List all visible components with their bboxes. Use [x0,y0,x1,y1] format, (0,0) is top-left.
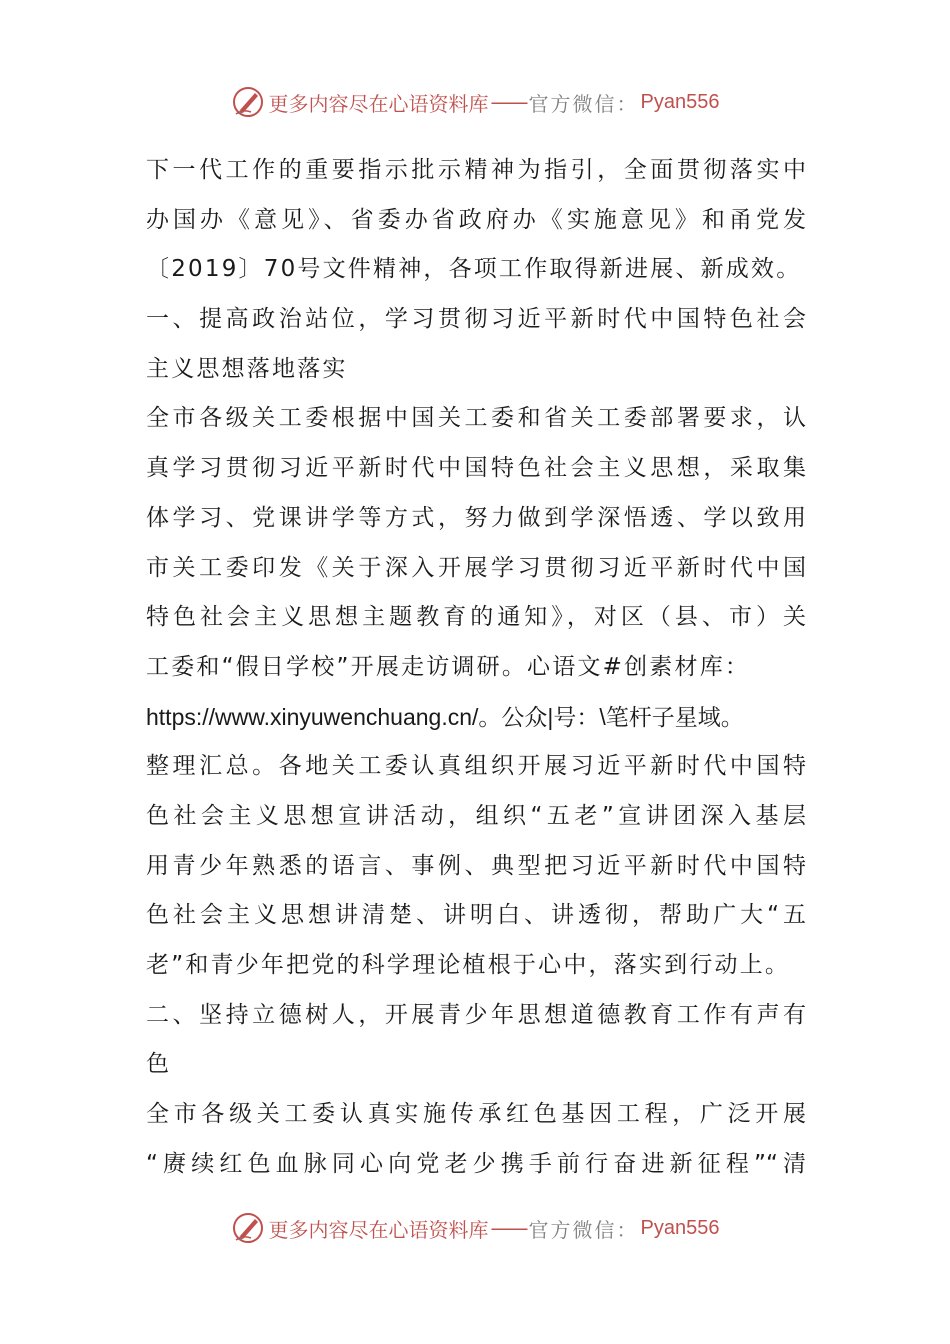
banner-wechat-id: Pyan556 [640,90,720,113]
section-heading: 一、提高政治站位，学习贯彻习近平新时代中国特色社会 [146,306,806,333]
body-line-url: https://www.xinyuwenchuang.cn/。公众|号：\笔杆子星域。 [146,703,744,730]
banner-brand-text: 更多内容尽在心语资料库 [268,1217,489,1242]
body-line: 工委和“假日学校”开展走访调研。心语文#创素材库： [146,653,751,680]
banner-official-label: 官方微信： [528,91,639,116]
body-line: 全市各级关工委认真实施传承红色基因工程，广泛开展 [146,1101,806,1128]
body-line: 体学习、党课讲学等方式，努力做到学深悟透、学以致用 [146,504,806,531]
section-heading: 主义思想落地落实 [146,355,348,382]
pen-logo-icon [231,85,265,119]
body-line: 老”和青少年把党的科学理论植根于心中，落实到行动上。 [146,952,791,978]
body-line: 全市各级关工委根据中国关工委和省关工委部署要求，认 [146,405,806,432]
document-body [146,146,806,1189]
body-line: 下一代工作的重要指示批示精神为指引，全面贯彻落实中 [146,157,806,183]
header-watermark-banner [0,82,950,122]
banner-brand-text: 更多内容尽在心语资料库 [268,91,489,116]
body-line: 真学习贯彻习近平新时代中国特色社会主义思想，采取集 [146,455,806,482]
body-line: 办国办《意见》、省委办省政府办《实施意见》和甬党发 [146,206,806,233]
body-line: 市关工委印发《关于深入开展学习贯彻习近平新时代中国 [146,554,806,581]
section-heading: 色 [146,1051,172,1078]
banner-wechat-id: Pyan556 [640,1216,720,1239]
pen-logo-icon [231,1211,265,1245]
body-line: 用青少年熟悉的语言、事例、典型把习近平新时代中国特 [146,852,806,879]
body-line: 〔2019〕70号文件精神，各项工作取得新进展、新成效。 [146,256,802,283]
footer-watermark-banner [0,1208,950,1248]
banner-official-label: 官方微信： [528,1217,639,1242]
section-heading: 二、坚持立德树人，开展青少年思想道德教育工作有声有 [146,1001,806,1028]
body-line: 色社会主义思想宣讲活动，组织“五老”宣讲团深入基层 [146,802,806,829]
body-line: 整理汇总。各地关工委认真组织开展习近平新时代中国特 [146,753,806,780]
body-line: 特色社会主义思想主题教育的通知》，对区（县、市）关 [146,604,806,631]
body-line: “赓续红色血脉同心向党老少携手前行奋进新征程”“清 [146,1150,806,1177]
banner-dash: —— [490,90,527,114]
body-line: 色社会主义思想讲清楚、讲明白、讲透彻，帮助广大“五 [146,902,806,929]
banner-dash: —— [490,1216,527,1240]
